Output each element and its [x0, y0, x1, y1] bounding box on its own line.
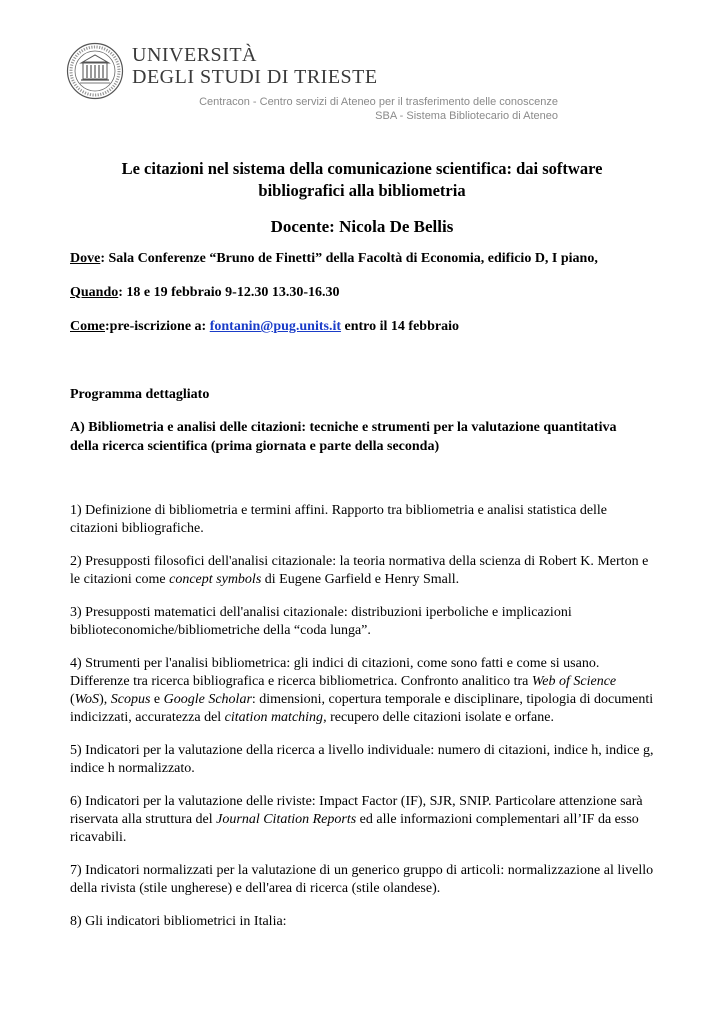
come-label: Come	[70, 319, 105, 334]
list-item: 7) Indicatori normalizzati per la valutazione di un generico gruppo di articoli: normalizzazione al livello della rivista (stile ungherese) e dell'area di ricerca (stile olandese).	[70, 863, 654, 896]
programma-heading: Programma dettagliato	[70, 387, 210, 402]
section-a-heading	[70, 418, 654, 456]
list-item: 1) Definizione di bibliometria e termini affini. Rapporto tra bibliometria e analisi statistica delle citazioni bibliografiche.	[70, 503, 608, 536]
section-a-line2: della ricerca scientifica (prima giornata e parte della seconda)	[70, 439, 440, 454]
item-text: e	[150, 692, 164, 707]
come-line	[70, 318, 670, 336]
title-line1: Le citazioni nel sistema della comunicazione scientifica: dai software	[121, 159, 603, 178]
email-link[interactable]: fontanin@pug.units.it	[209, 319, 342, 334]
item-italic: citation matching	[224, 710, 324, 725]
item-text: 6) Indicatori per la valutazione delle riviste: Impact Factor (IF), SJR, SNIP. Particolare attenzione sarà riservata alla struttura del	[70, 794, 643, 827]
item-italic: Web of Science	[531, 674, 617, 689]
item-text: ed alle informazioni complementari all’IF da esso ricavabili.	[70, 812, 639, 845]
centracon-text: Centracon - Centro servizi di Ateneo per il trasferimento delle conoscenze	[199, 96, 558, 108]
dove-label: Dove	[70, 251, 101, 266]
item-italic: Scopus	[110, 692, 151, 707]
section-a-line1: A) Bibliometria e analisi delle citazioni: tecniche e strumenti per la valutazione quantitativa	[70, 420, 617, 435]
quando-text: : 18 e 19 febbraio 9-12.30 13.30-16.30	[118, 285, 340, 300]
quando-line	[70, 284, 670, 302]
item-text: : dimensioni, copertura temporale e disciplinare, tipologia di documenti indicizzati, accuratezza del	[70, 692, 654, 725]
item-italic: Journal Citation Reports	[216, 812, 357, 827]
item-italic: Google Scholar	[163, 692, 252, 707]
dove-text: : Sala Conferenze “Bruno de Finetti” della Facoltà di Economia, edificio D, I piano,	[100, 251, 598, 266]
list-item	[70, 655, 654, 727]
university-name-line2: DEGLI STUDI DI TRIESTE	[132, 66, 378, 88]
letterhead	[66, 40, 686, 124]
docente-heading: Docente: Nicola De Bellis	[270, 217, 454, 236]
university-name-line1: UNIVERSITÀ	[132, 44, 257, 66]
university-seal-icon	[66, 42, 124, 100]
program-list	[70, 502, 654, 946]
item-italic: WoS	[74, 692, 100, 707]
sba-text: SBA - Sistema Bibliotecario di Ateneo	[375, 110, 558, 122]
item-text: ),	[99, 692, 111, 707]
list-item	[70, 793, 654, 847]
come-text-after: entro il 14 febbraio	[341, 319, 459, 334]
subheader	[66, 95, 558, 123]
quando-label: Quando	[70, 285, 119, 300]
item-text: , recupero delle citazioni isolate e orfane.	[323, 710, 554, 725]
title-line2: bibliografici alla bibliometria	[258, 181, 466, 200]
item-text: 2) Presupposti filosofici dell'analisi citazionale: la teoria normativa della scienza di Robert K. Merton e le citazioni come	[70, 554, 649, 587]
item-text: 4) Strumenti per l'analisi bibliometrica: gli indici di citazioni, come sono fatti e come si usano. Differenze tra ricerca bibliografica e ricerca bibliometrica. Confronto analitico tra	[70, 656, 600, 689]
list-item: 5) Indicatori per la valutazione della ricerca a livello individuale: numero di citazioni, indice h, indice g, indice h normalizzato.	[70, 743, 654, 776]
list-item: 3) Presupposti matematici dell'analisi citazionale: distribuzioni iperboliche e implicazioni biblioteconomiche/bibliometriche della “coda lunga”.	[70, 605, 572, 638]
list-item: 8) Gli indicatori bibliometrici in Italia:	[70, 914, 287, 929]
item-italic: concept symbols	[169, 572, 262, 587]
document-title	[70, 158, 654, 202]
item-text: di Eugene Garfield e Henry Small.	[261, 572, 460, 587]
come-text-before: :pre-iscrizione a:	[105, 319, 210, 334]
university-name	[132, 44, 378, 88]
dove-line	[70, 250, 670, 268]
item-text: (	[70, 692, 75, 707]
list-item	[70, 553, 654, 589]
